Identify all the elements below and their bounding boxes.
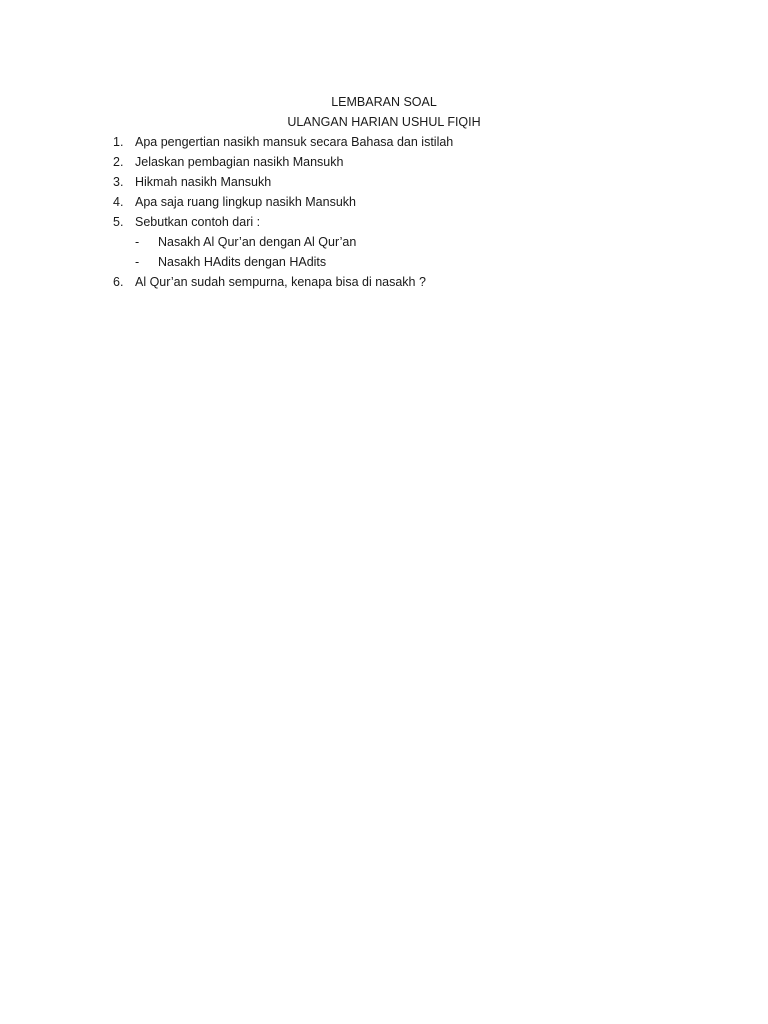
question-number: 4. [113, 195, 124, 209]
question-item [0, 172, 768, 192]
question-list [0, 132, 768, 292]
question-number: 2. [113, 155, 124, 169]
question-item [0, 132, 768, 152]
sub-item-text: Nasakh HAdits dengan HAdits [158, 255, 327, 269]
document-title: LEMBARAN SOAL [331, 95, 437, 109]
question-text: Sebutkan contoh dari : [135, 215, 261, 229]
dash-marker: - [135, 235, 140, 249]
sub-list-item [0, 252, 768, 272]
question-text: Apa pengertian nasikh mansuk secara Bahasa dan istilah [135, 135, 454, 149]
question-number: 3. [113, 175, 124, 189]
question-text: Hikmah nasikh Mansukh [135, 175, 272, 189]
question-text: Jelaskan pembagian nasikh Mansukh [135, 155, 344, 169]
question-item [0, 272, 768, 292]
document-subtitle: ULANGAN HARIAN USHUL FIQIH [287, 115, 481, 129]
question-number: 6. [113, 275, 124, 289]
dash-marker: - [135, 255, 140, 269]
question-item [0, 212, 768, 232]
question-number: 1. [113, 135, 124, 149]
sub-list-item [0, 232, 768, 252]
question-text: Apa saja ruang lingkup nasikh Mansukh [135, 195, 356, 209]
question-item [0, 152, 768, 172]
sub-item-text: Nasakh Al Qur’an dengan Al Qur’an [158, 235, 357, 249]
question-item [0, 192, 768, 212]
question-text: Al Qur’an sudah sempurna, kenapa bisa di nasakh ? [135, 275, 426, 289]
question-number: 5. [113, 215, 124, 229]
